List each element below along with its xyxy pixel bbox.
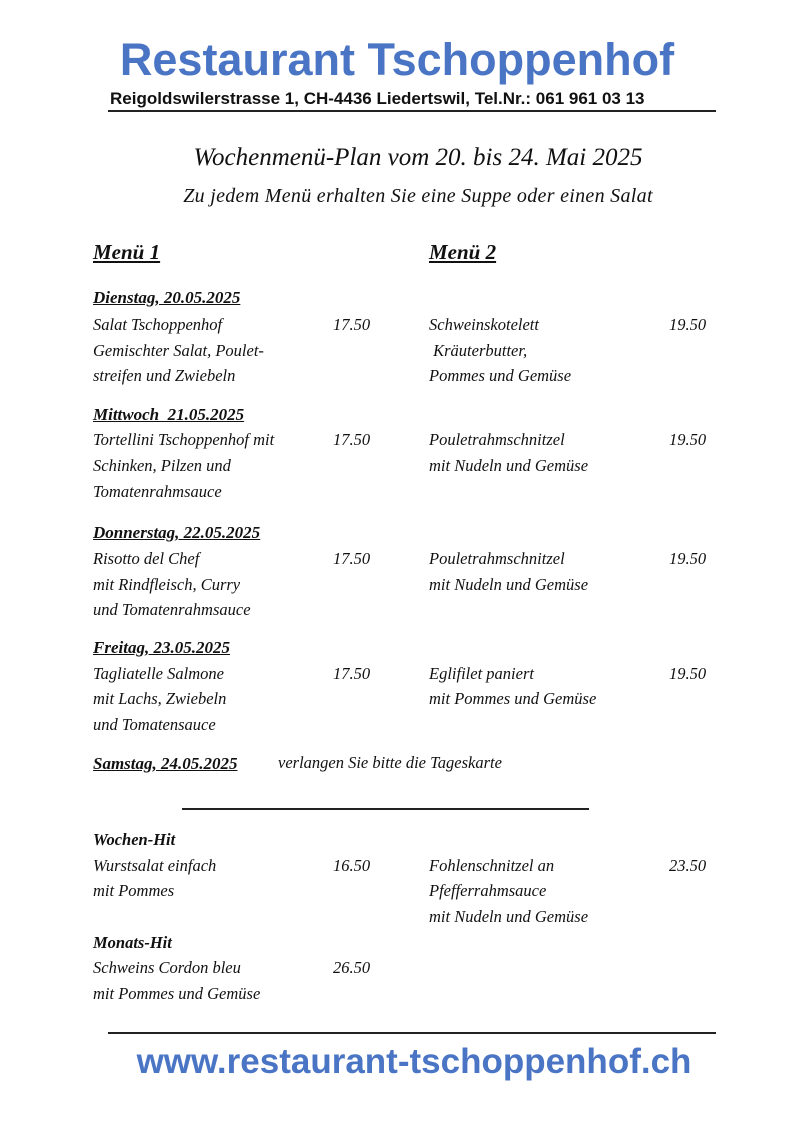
menu1-price: 17.50 xyxy=(333,315,371,334)
menu1-line: Gemischter Salat, Poulet- xyxy=(93,341,264,360)
hit-line: Fohlenschnitzel an xyxy=(429,856,555,875)
hit-price: 26.50 xyxy=(333,958,371,977)
saturday-note: verlangen Sie bitte die Tageskarte xyxy=(278,753,502,772)
saturday-label: Samstag, 24.05.2025 xyxy=(93,754,238,773)
hit-line: mit Nudeln und Gemüse xyxy=(429,907,589,926)
hit-line: mit Pommes und Gemüse xyxy=(93,984,261,1003)
section-divider xyxy=(182,808,589,810)
menu1-line: mit Lachs, Zwiebeln xyxy=(93,689,227,708)
menu1-line: Salat Tschoppenhof xyxy=(93,315,223,334)
footer-divider xyxy=(108,1032,716,1034)
menu1-line: Risotto del Chef xyxy=(93,549,200,568)
menu2-line: Eglifilet paniert xyxy=(429,664,534,683)
menu2-price: 19.50 xyxy=(669,664,707,683)
hit-line: Schweins Cordon bleu xyxy=(93,958,241,977)
menu1-line: und Tomatensauce xyxy=(93,715,216,734)
day-label: Dienstag, 20.05.2025 xyxy=(93,288,241,307)
hit-price: 16.50 xyxy=(333,856,371,875)
menu2-line: mit Nudeln und Gemüse xyxy=(429,456,589,475)
menu1-price: 17.50 xyxy=(333,430,371,449)
menu2-line: Schweinskotelett xyxy=(429,315,539,334)
menu2-price: 19.50 xyxy=(669,315,707,334)
hit-line: Pfefferrahmsauce xyxy=(429,881,547,900)
website-link[interactable]: www.restaurant-tschoppenhof.ch xyxy=(136,1042,692,1081)
menu2-heading: Menü 2 xyxy=(429,240,497,264)
day-label: Mittwoch 21.05.2025 xyxy=(93,405,245,424)
header-divider xyxy=(108,110,716,112)
address-line: Reigoldswilerstrasse 1, CH-4436 Liedertswil, Tel.Nr.: 061 961 03 13 xyxy=(110,89,645,108)
hit-line: Wurstsalat einfach xyxy=(93,856,217,875)
menu1-line: Tortellini Tschoppenhof mit xyxy=(93,430,275,449)
menu2-price: 19.50 xyxy=(669,549,707,568)
menu1-heading: Menü 1 xyxy=(93,240,161,264)
menu2-line: mit Nudeln und Gemüse xyxy=(429,575,589,594)
day-label: Freitag, 23.05.2025 xyxy=(93,638,230,657)
menu1-price: 17.50 xyxy=(333,549,371,568)
menu2-line: mit Pommes und Gemüse xyxy=(429,689,597,708)
menu1-line: Tomatenrahmsauce xyxy=(93,482,222,501)
day-label: Donnerstag, 22.05.2025 xyxy=(93,523,261,542)
menu1-line: streifen und Zwiebeln xyxy=(93,366,236,385)
monats-hit-label: Monats-Hit xyxy=(93,933,172,952)
menu2-price: 19.50 xyxy=(669,430,707,449)
menu1-line: mit Rindfleisch, Curry xyxy=(93,575,241,594)
menu1-line: Tagliatelle Salmone xyxy=(93,664,224,683)
plan-title: Wochenmenü-Plan vom 20. bis 24. Mai 2025 xyxy=(193,144,643,171)
menu1-line: Schinken, Pilzen und xyxy=(93,456,231,475)
menu2-line: Pommes und Gemüse xyxy=(429,366,572,385)
menu2-line: Pouletrahmschnitzel xyxy=(429,430,565,449)
menu1-line: und Tomatenrahmsauce xyxy=(93,600,251,619)
wochen-hit-label: Wochen-Hit xyxy=(93,830,176,849)
menu2-line: Pouletrahmschnitzel xyxy=(429,549,565,568)
hit-line: mit Pommes xyxy=(93,881,175,900)
hit-price: 23.50 xyxy=(669,856,707,875)
menu2-line: Kräuterbutter, xyxy=(429,341,528,360)
restaurant-name: Restaurant Tschoppenhof xyxy=(119,34,675,85)
menu1-price: 17.50 xyxy=(333,664,371,683)
plan-subtitle: Zu jedem Menü erhalten Sie eine Suppe oder einen Salat xyxy=(183,185,653,207)
